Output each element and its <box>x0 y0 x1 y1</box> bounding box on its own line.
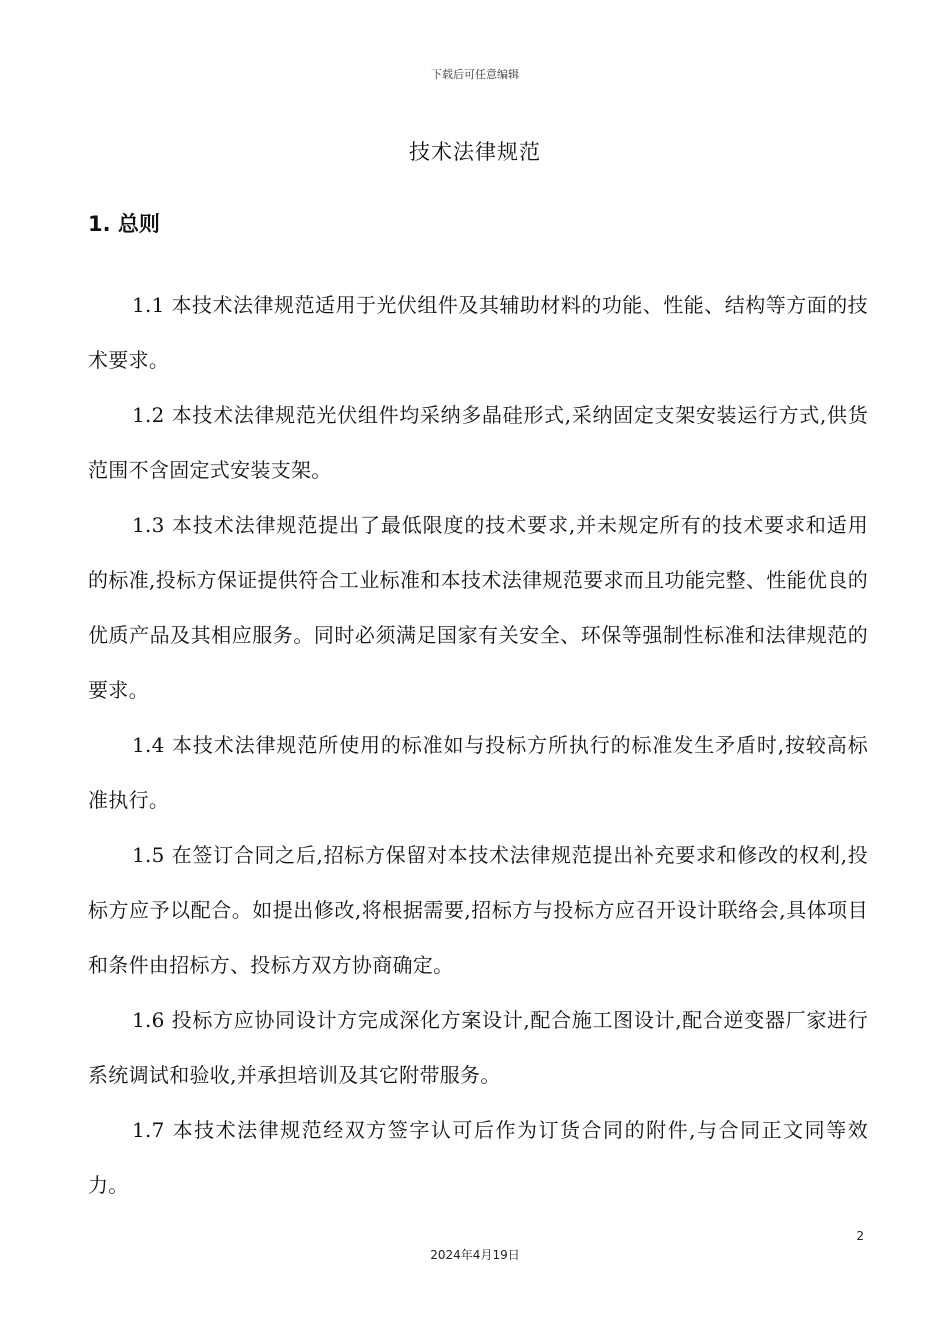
document-title: 技术法律规范 <box>409 140 541 164</box>
header-note: 下载后可任意编辑 <box>431 68 519 81</box>
paragraph-1-2: 1.2 本技术法律规范光伏组件均采纳多晶硅形式,采纳固定支架安装运行方式,供货范围不含固定式安装支架。 <box>88 403 868 482</box>
paragraph-1-5: 1.5 在签订合同之后,招标方保留对本技术法律规范提出补充要求和修改的权利,投标方应予以配合。如提出修改,将根据需要,招标方与投标方应召开设计联络会,具体项目和条件由招标方、投标方双方协商确定。 <box>88 843 868 977</box>
paragraph-1-7: 1.7 本技术法律规范经双方签字认可后作为订货合同的附件,与合同正文同等效力。 <box>88 1118 868 1197</box>
paragraph-1-4: 1.4 本技术法律规范所使用的标准如与投标方所执行的标准发生矛盾时,按较高标准执行。 <box>88 733 868 812</box>
paragraph-1-6: 1.6 投标方应协同设计方完成深化方案设计,配合施工图设计,配合逆变器厂家进行系统调试和验收,并承担培训及其它附带服务。 <box>88 1008 868 1087</box>
footer-date: 2024年4月19日 <box>430 1248 520 1262</box>
page-number: 2 <box>856 1229 864 1243</box>
paragraph-1-1: 1.1 本技术法律规范适用于光伏组件及其辅助材料的功能、性能、结构等方面的技术要求。 <box>88 293 868 372</box>
paragraph-1-3: 1.3 本技术法律规范提出了最低限度的技术要求,并未规定所有的技术要求和适用的标准,投标方保证提供符合工业标准和本技术法律规范要求而且功能完整、性能优良的优质产品及其相应服务。同时必须满足国家有关安全、环保等强制性标准和法律规范的要求。 <box>88 513 868 702</box>
document-body <box>88 278 868 1213</box>
section-heading: 1. 总则 <box>88 212 160 236</box>
